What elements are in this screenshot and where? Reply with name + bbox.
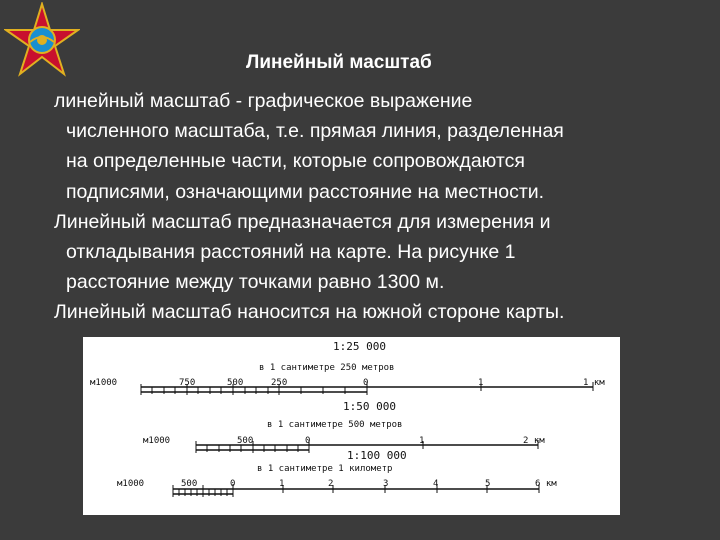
scale-label: 3 [383,479,389,489]
scale-label: 2 км [523,436,545,446]
paragraph-purpose [54,207,714,298]
text-line: Линейный масштаб предназначается для измерения и [54,210,551,233]
scale-ratio: 1:100 000 [347,449,407,462]
paragraph-placement [54,297,714,327]
scale-label: м1000 [117,479,145,489]
scale-drawing [83,337,620,515]
scale-label: 1 [478,378,484,388]
scale-label: 6 км [535,479,557,489]
scale-ratio: 1:50 000 [343,400,396,413]
scale-label: 5 [485,479,491,489]
text-line: линейный масштаб - графическое выражение [54,90,473,112]
scale-label: 1 км [583,378,605,388]
scale-label: 500 [181,479,198,489]
paragraph-definition [54,86,714,207]
scale-label: м1000 [143,436,171,446]
text-line: откладывания расстояний на карте. На рисунке 1 [66,241,516,264]
scale-label: 1 [419,436,425,446]
scale-label: 2 [328,479,334,489]
text-line: Линейный масштаб наносится на южной стороне карты. [54,301,565,324]
scale-bar [141,382,593,395]
scale-label: 250 [271,378,288,388]
scale-label: 750 [179,378,196,388]
scale-caption: в 1 сантиметре 500 метров [267,420,403,430]
slide-title: Линейный масштаб [246,52,432,73]
linear-scale-figure [83,337,620,515]
scale-label: 1 [279,479,285,489]
scale-caption: в 1 сантиметре 1 километр [257,464,393,474]
scale-label: 4 [433,479,439,489]
scale-label: 0 [230,479,236,489]
star-emblem-icon [4,2,80,78]
scale-ratio: 1:25 000 [333,340,386,353]
body-text [54,86,714,328]
scale-label: 0 [305,436,311,446]
scale-caption: в 1 сантиметре 250 метров [259,363,395,373]
text-line: численного масштаба, т.е. прямая линия, разделенная [66,120,564,143]
text-line: расстояние между точками равно 1300 м. [66,271,445,294]
scale-label: 500 [227,378,244,388]
scale-label: 500 [237,436,254,446]
scale-label: м1000 [90,378,118,388]
text-line: на определенные части, которые сопровождаются [66,150,525,173]
text-line: подписями, означающими расстояние на местности. [66,180,545,203]
scale-label: 0 [363,378,369,388]
